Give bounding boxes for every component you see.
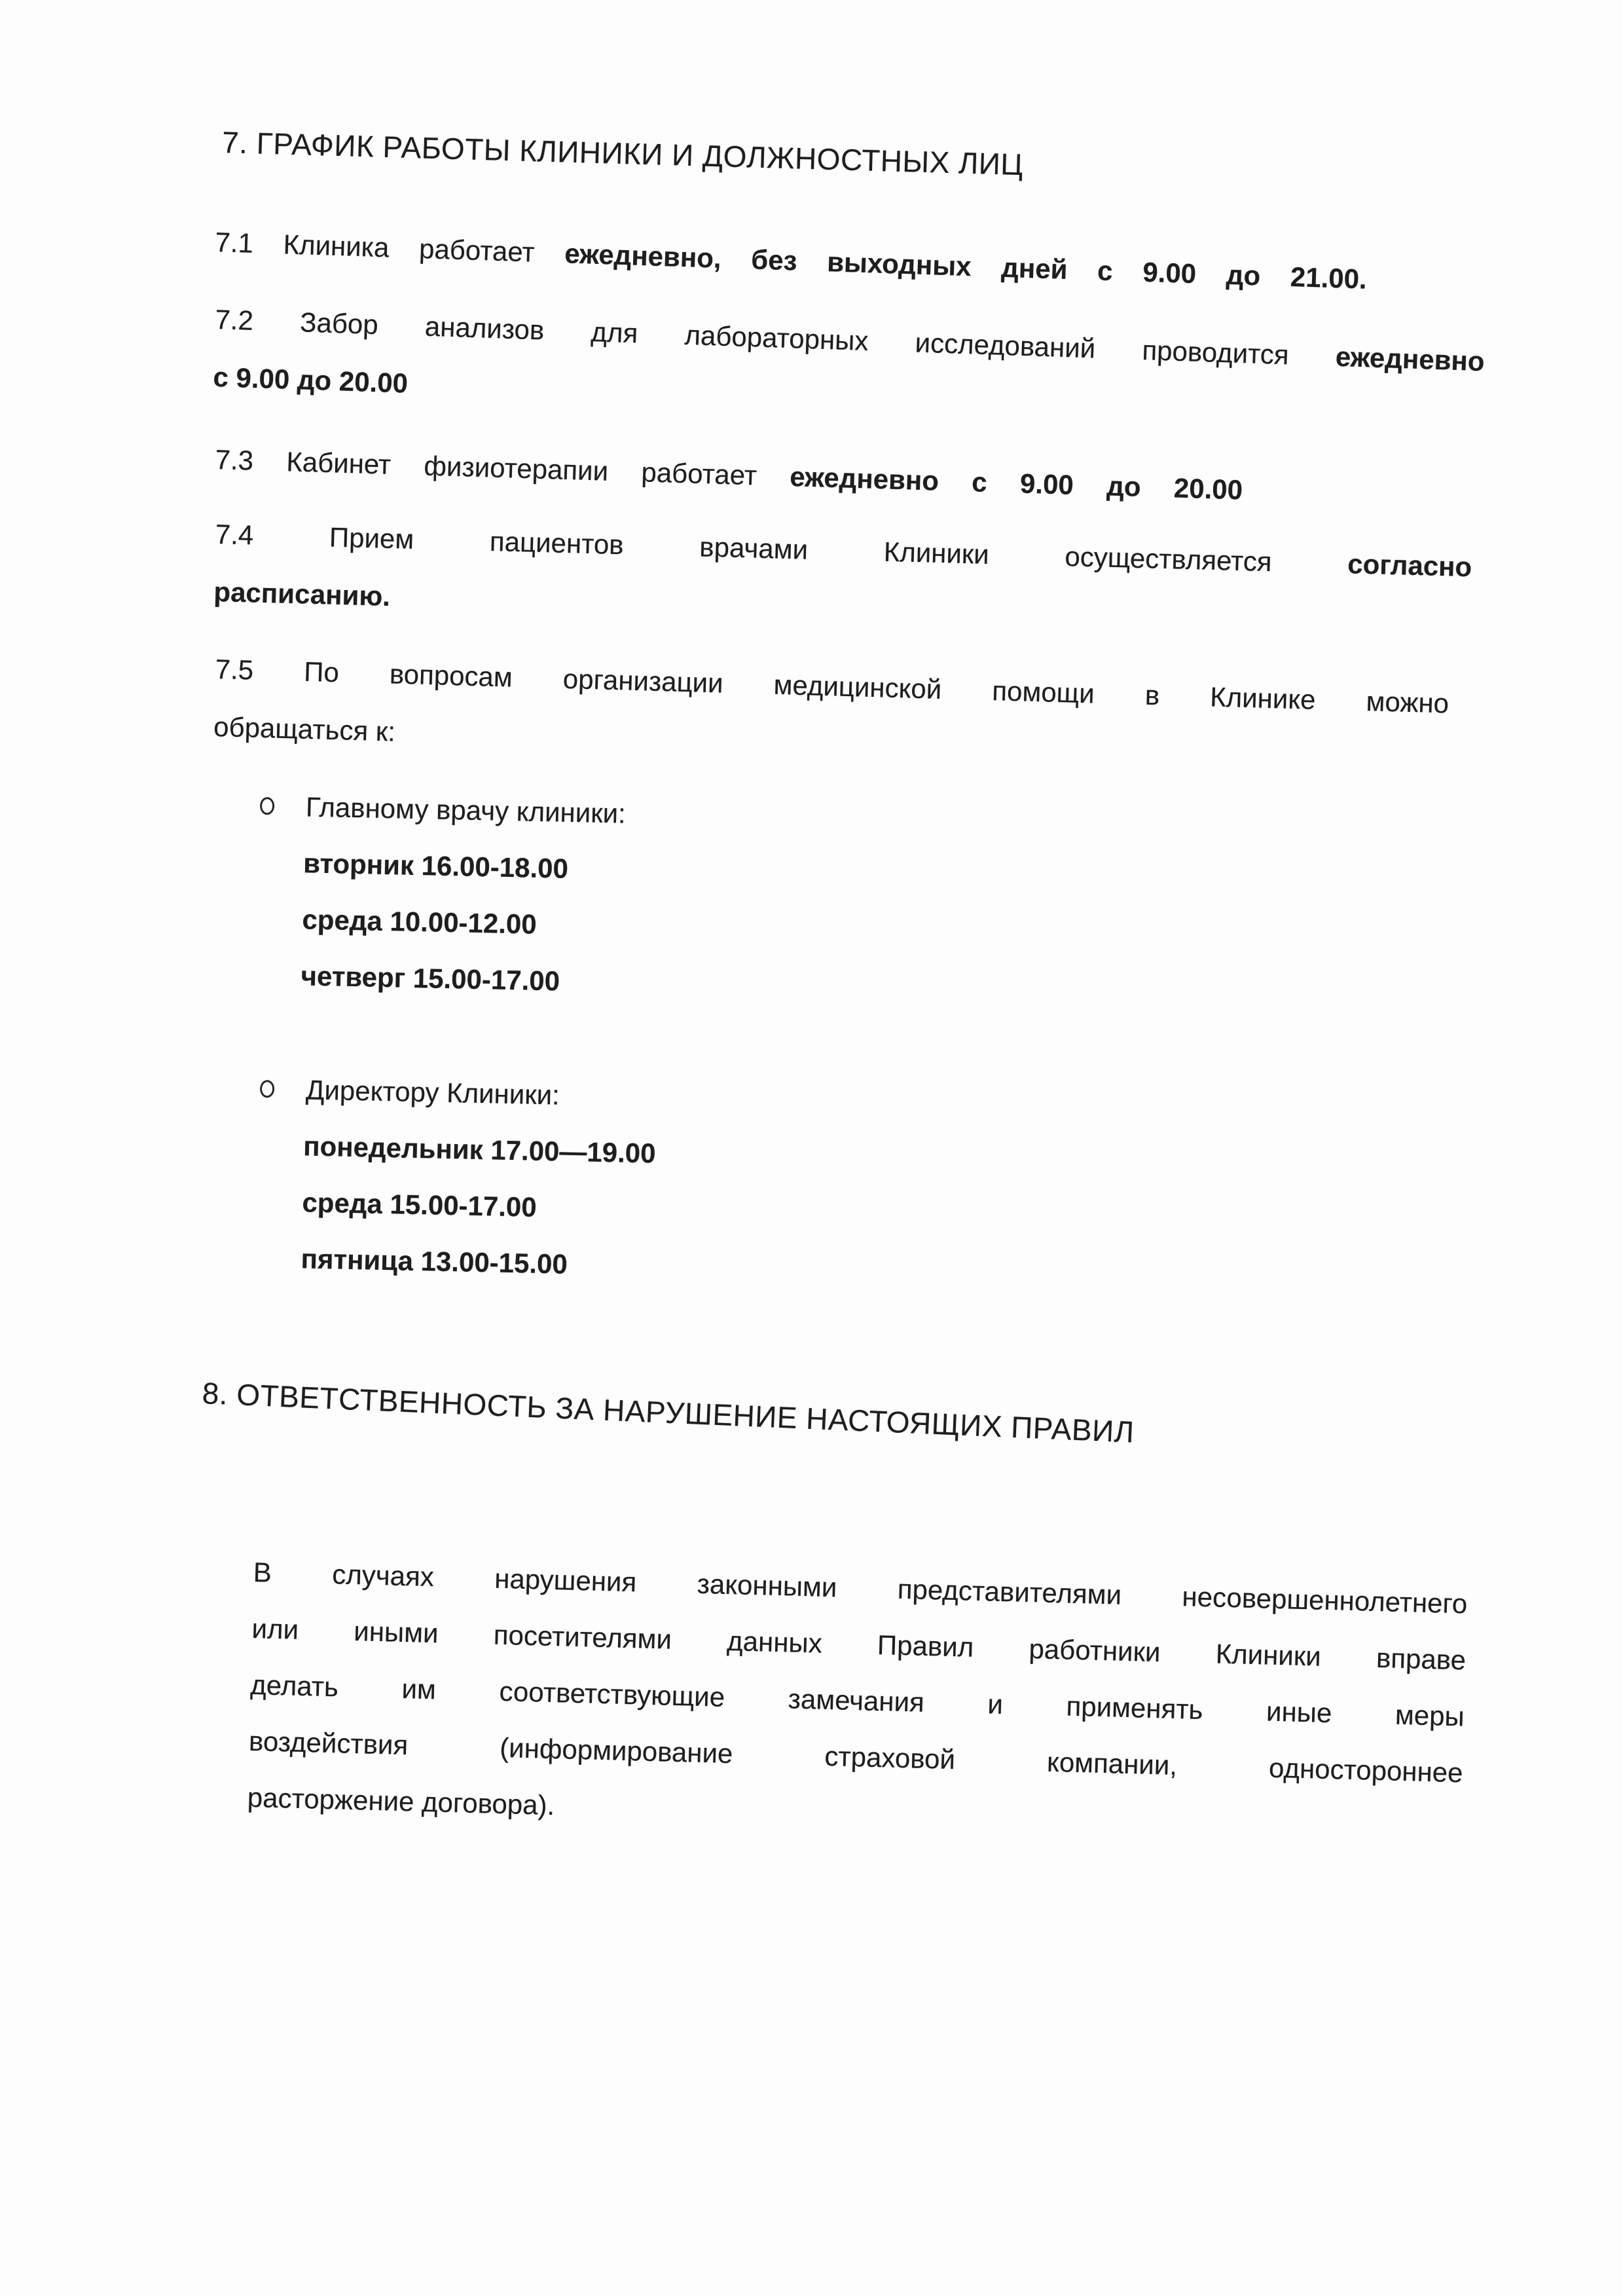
section-8-body-line: расторжение договора). (247, 1781, 555, 1821)
clause-7-1-bold: ежедневно, без выходных дней с 9.00 до 21.00. (564, 238, 1368, 295)
clause-7-1-text (214, 213, 1368, 308)
contact-director-title: Директору Клиники: (305, 1074, 560, 1111)
clause-7-4-bold-1: согласно (1347, 548, 1472, 583)
section-8-heading: 8. ОТВЕТСТВЕННОСТЬ ЗА НАРУШЕНИЕ НАСТОЯЩИХ ПРАВИЛ (201, 1375, 1135, 1449)
clause-7-3-bold: ежедневно с 9.00 до 20.00 (789, 461, 1243, 506)
clause-7-1-normal: 7.1 Клиника работает (214, 226, 566, 269)
schedule-line: понедельник 17.00—19.00 (302, 1130, 657, 1169)
clause-7-2-bold-1: ежедневно (1335, 341, 1486, 377)
schedule-line: среда 10.00-12.00 (302, 904, 538, 940)
section-8-body-line: воздействия (информирование страховой компании, одностороннее (248, 1725, 1464, 1788)
clause-7-2-normal: 7.2 Забор анализов для лабораторных исследований проводится (214, 303, 1336, 372)
schedule-line: четверг 15.00-17.00 (301, 960, 560, 997)
section-7-heading: 7. ГРАФИК РАБОТЫ КЛИНИКИ И ДОЛЖНОСТНЫХ ЛИЦ (221, 124, 1024, 182)
contact-director (256, 1061, 657, 1295)
contact-chief-doctor (256, 778, 627, 1011)
contact-chief-doctor-title-line (259, 778, 626, 842)
schedule-line: среда 15.00-17.00 (302, 1187, 538, 1223)
clause-7-2 (212, 291, 1486, 448)
contact-director-title-line (259, 1061, 657, 1126)
circle-bullet-icon (260, 797, 275, 815)
schedule-line: вторник 16.00-18.00 (302, 847, 569, 884)
clause-7-3-text (214, 431, 1243, 519)
clause-7-5 (213, 640, 1450, 790)
clause-7-4-bold-2: расписанию. (213, 576, 391, 612)
schedule-line: пятница 13.00-15.00 (301, 1243, 568, 1280)
section-8-body (247, 1544, 1468, 1857)
section-8-body-line: В случаях нарушения законными представителями несовершеннолетнего (253, 1556, 1468, 1620)
section-8-body-line: делать им соответствующие замечания и применять иные меры (249, 1669, 1465, 1732)
contact-chief-doctor-title: Главному врачу клиники: (305, 791, 627, 829)
clause-7-3 (214, 431, 1243, 519)
clause-7-4-normal: 7.4 Прием пациентов врачами Клиники осуществляется (215, 518, 1348, 580)
circle-bullet-icon (260, 1080, 275, 1098)
section-8-body-line: или иными посетителями данных Правил работники Клиники вправе (251, 1612, 1467, 1676)
clause-7-1 (214, 213, 1368, 308)
clause-7-3-normal: 7.3 Кабинет физиотерапии работает (215, 443, 791, 492)
clause-7-5-line-2: обращаться к: (213, 711, 396, 747)
clause-7-4 (213, 506, 1472, 654)
clause-7-5-line-1: 7.5 По вопросам организации медицинской помощи в Клинике можно (215, 653, 1450, 719)
clause-7-2-bold-2: с 9.00 до 20.00 (212, 361, 409, 399)
